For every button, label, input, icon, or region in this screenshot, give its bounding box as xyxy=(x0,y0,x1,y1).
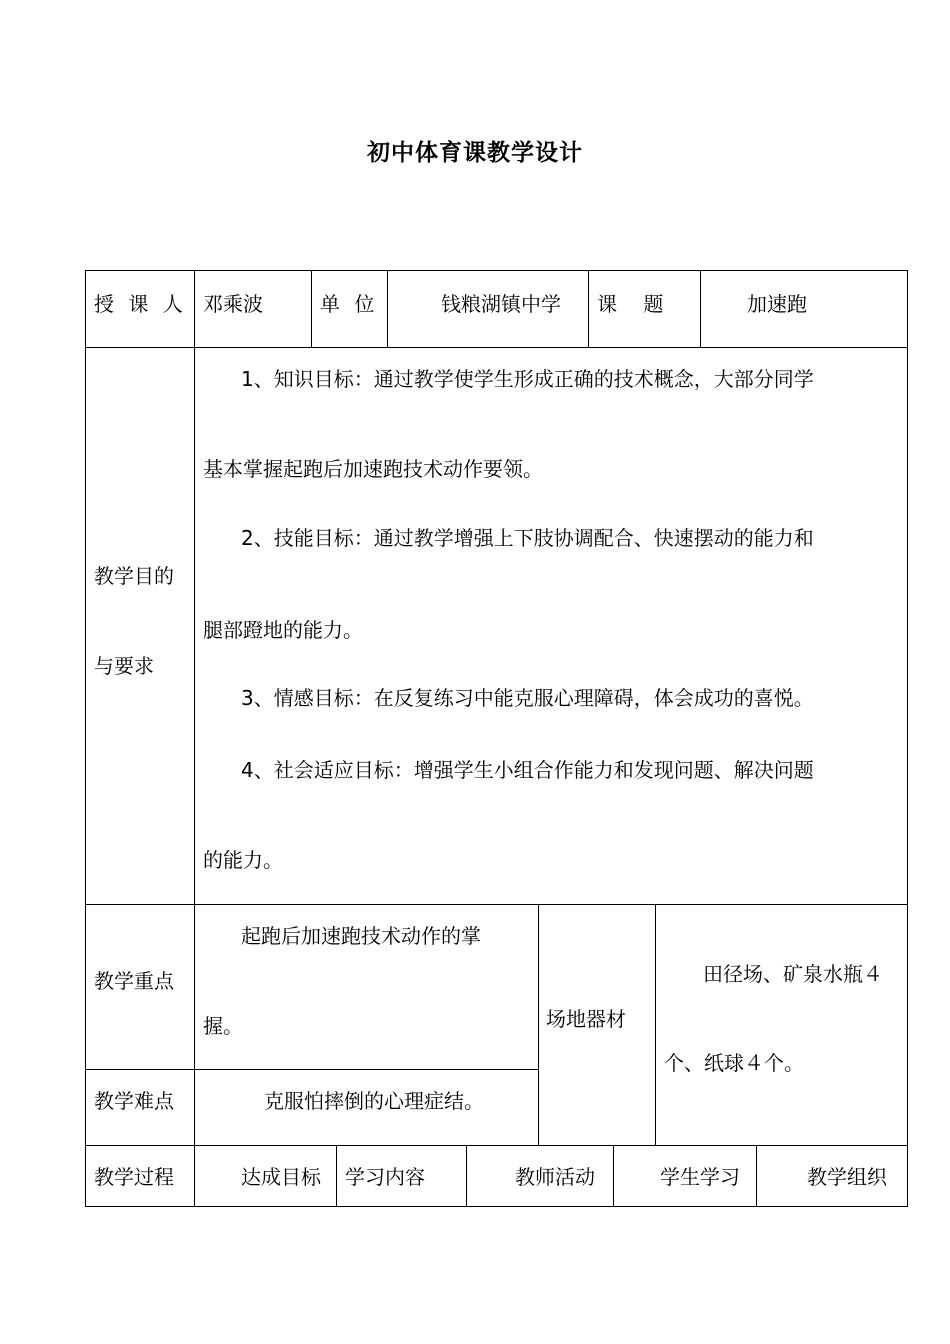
objective-line: 的能力。 xyxy=(203,848,283,872)
unit-label: 单 位 xyxy=(320,292,379,316)
table-border-top xyxy=(85,270,908,271)
process-column-header: 学生学习 xyxy=(660,1165,740,1189)
teacher-label: 授 课 人 xyxy=(94,292,187,316)
column-divider xyxy=(538,904,539,1146)
unit-value: 钱粮湖镇中学 xyxy=(441,292,561,316)
document-title: 初中体育课教学设计 xyxy=(367,140,583,166)
objective-line: 腿部蹬地的能力。 xyxy=(203,618,363,642)
column-divider xyxy=(194,270,195,1207)
topic-label: 课 题 xyxy=(597,292,664,316)
column-divider xyxy=(613,1145,614,1207)
difficulty-text: 克服怕摔倒的心理症结。 xyxy=(264,1089,484,1113)
topic-value: 加速跑 xyxy=(747,292,807,316)
objective-line: 2、技能目标：通过教学增强上下肢协调配合、快速摆动的能力和 xyxy=(241,526,814,550)
row-divider xyxy=(85,347,908,348)
objective-line: 基本掌握起跑后加速跑技术动作要领。 xyxy=(203,457,543,481)
column-divider xyxy=(756,1145,757,1207)
row-divider xyxy=(85,1145,908,1146)
table-border-right xyxy=(907,270,908,1207)
column-divider xyxy=(311,270,312,348)
process-column-header: 达成目标 xyxy=(241,1165,321,1189)
teacher-name: 邓乘波 xyxy=(203,292,263,316)
objective-line: 3、情感目标：在反复练习中能克服心理障碍，体会成功的喜悦。 xyxy=(241,686,814,710)
row-divider xyxy=(85,1069,539,1070)
key-points-text: 握。 xyxy=(203,1014,243,1038)
column-divider xyxy=(387,270,388,348)
column-divider xyxy=(336,1145,337,1207)
difficulty-label: 教学难点 xyxy=(94,1089,174,1113)
row-divider xyxy=(85,904,908,905)
column-divider xyxy=(700,270,701,348)
venue-label: 场地器材 xyxy=(546,1007,626,1031)
venue-text: 田径场、矿泉水瓶４ xyxy=(703,962,883,986)
column-divider xyxy=(655,904,656,1146)
key-points-text: 起跑后加速跑技术动作的掌 xyxy=(241,924,481,948)
key-points-label: 教学重点 xyxy=(94,969,174,993)
objectives-label: 教学目的 xyxy=(94,564,174,588)
objective-line: 1、知识目标：通过教学使学生形成正确的技术概念，大部分同学 xyxy=(241,367,814,391)
process-column-header: 教师活动 xyxy=(515,1165,595,1189)
column-divider xyxy=(466,1145,467,1207)
column-divider xyxy=(588,270,589,348)
table-border-bottom xyxy=(85,1206,908,1207)
objective-line: 4、社会适应目标：增强学生小组合作能力和发现问题、解决问题 xyxy=(241,758,814,782)
process-label: 教学过程 xyxy=(94,1165,174,1189)
process-column-header: 学习内容 xyxy=(345,1165,425,1189)
table-border-left xyxy=(85,270,86,1207)
objectives-label: 与要求 xyxy=(94,654,154,678)
process-column-header: 教学组织 xyxy=(807,1165,887,1189)
venue-text: 个、纸球４个。 xyxy=(664,1051,804,1075)
